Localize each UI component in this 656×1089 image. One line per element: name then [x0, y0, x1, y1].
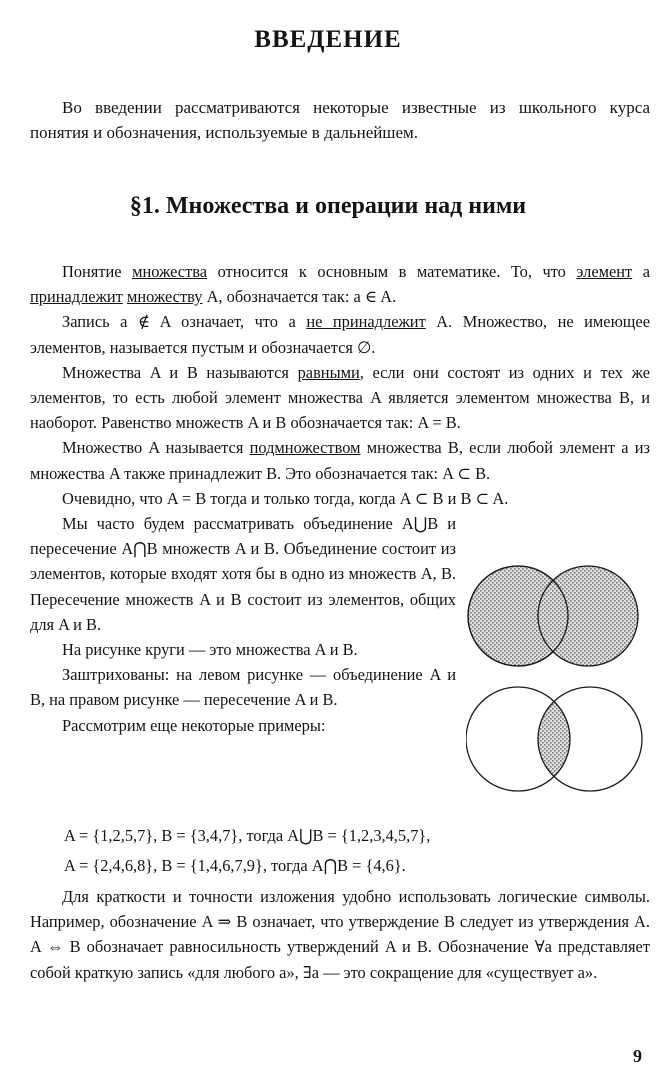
paragraph-7: На рисунке круги — это множества A и B. [62, 640, 358, 660]
paragraph-10: Для краткости и точности изложения удобно использовать логические символы. Например, обозначение A ⇒ B означает, что утверждение B следует из утверждения A. A ⇔ B обозначает равносильность утверждений A и B. Обозначение ∀a представляет собой краткую запись «для любого a», ∃a — это сокращение для «существует a». [30, 887, 650, 982]
section-title: §1. Множества и операции над ними [129, 193, 527, 219]
example-intersection: A = {2,4,6,8}, B = {1,4,6,7,9}, тогда A⋂B = {4,6}. [64, 856, 406, 875]
underlined-term: принадлежит [30, 287, 123, 307]
paragraph-8: Заштрихованы: на левом рисунке — объединение A и B, на правом рисунке — пересечение A и B. [30, 665, 456, 710]
underlined-term: не принадлежит [306, 312, 426, 332]
paragraph-2: Запись a ∉ A означает, что a не принадлежит A. Множество, не имеющее элементов, называется пустым и обозначается ∅. [30, 312, 650, 357]
paragraph-9: Рассмотрим еще некоторые примеры: [62, 715, 326, 735]
paragraph-1: Понятие множества относится к основным в математике. То, что элемент a принадлежит множеству A, обозначается так: a ∈ A. [30, 262, 650, 307]
underlined-term: множества [132, 262, 208, 281]
intro-paragraph [30, 95, 650, 145]
underlined-term: подмножеством [249, 438, 361, 458]
chapter-title: ВВЕДЕНИЕ [254, 26, 402, 53]
intro-text: Во введении рассматриваются некоторые известные из школьного курса понятия и обозначения, используемые в дальнейшем. [30, 98, 650, 142]
paragraph-3: Множества A и B называются равными, если они состоят из одних и тех же элементов, то есть любой элемент множества A является элементом множества B, и наоборот. Равенство множеств A и B обозначается так: A = B. [30, 362, 650, 433]
venn-figures [466, 560, 650, 800]
paragraph-5: Очевидно, что A = B тогда и только тогда, когда A ⊂ B и B ⊂ A. [62, 488, 509, 508]
examples-block [64, 822, 430, 882]
figure-text-column [30, 511, 456, 713]
venn-union-figure [466, 560, 650, 675]
underlined-term: равными [297, 362, 360, 382]
logic-paragraph [30, 884, 650, 985]
underlined-term: множеству [126, 287, 203, 307]
paragraph-6: Мы часто будем рассматривать объединение A⋃B и пересечение A⋂B множеств A и B. Объединение состоит из элементов, которые входят хотя бы в одно из множеств A, B. Пересечение множеств A и B состоит из элементов, общих для A и B. [30, 514, 456, 634]
page-number: 9 [633, 1046, 642, 1066]
venn-intersection-figure [466, 682, 650, 798]
underlined-term: элемент [576, 262, 633, 281]
example-union: A = {1,2,5,7}, B = {3,4,7}, тогда A⋃B = {1,2,3,4,5,7}, [64, 826, 431, 845]
paragraph-4: Множество A называется подмножеством множества B, если любой элемент a из множества A также принадлежит B. Это обозначается так: A ⊂ B. [30, 438, 650, 483]
